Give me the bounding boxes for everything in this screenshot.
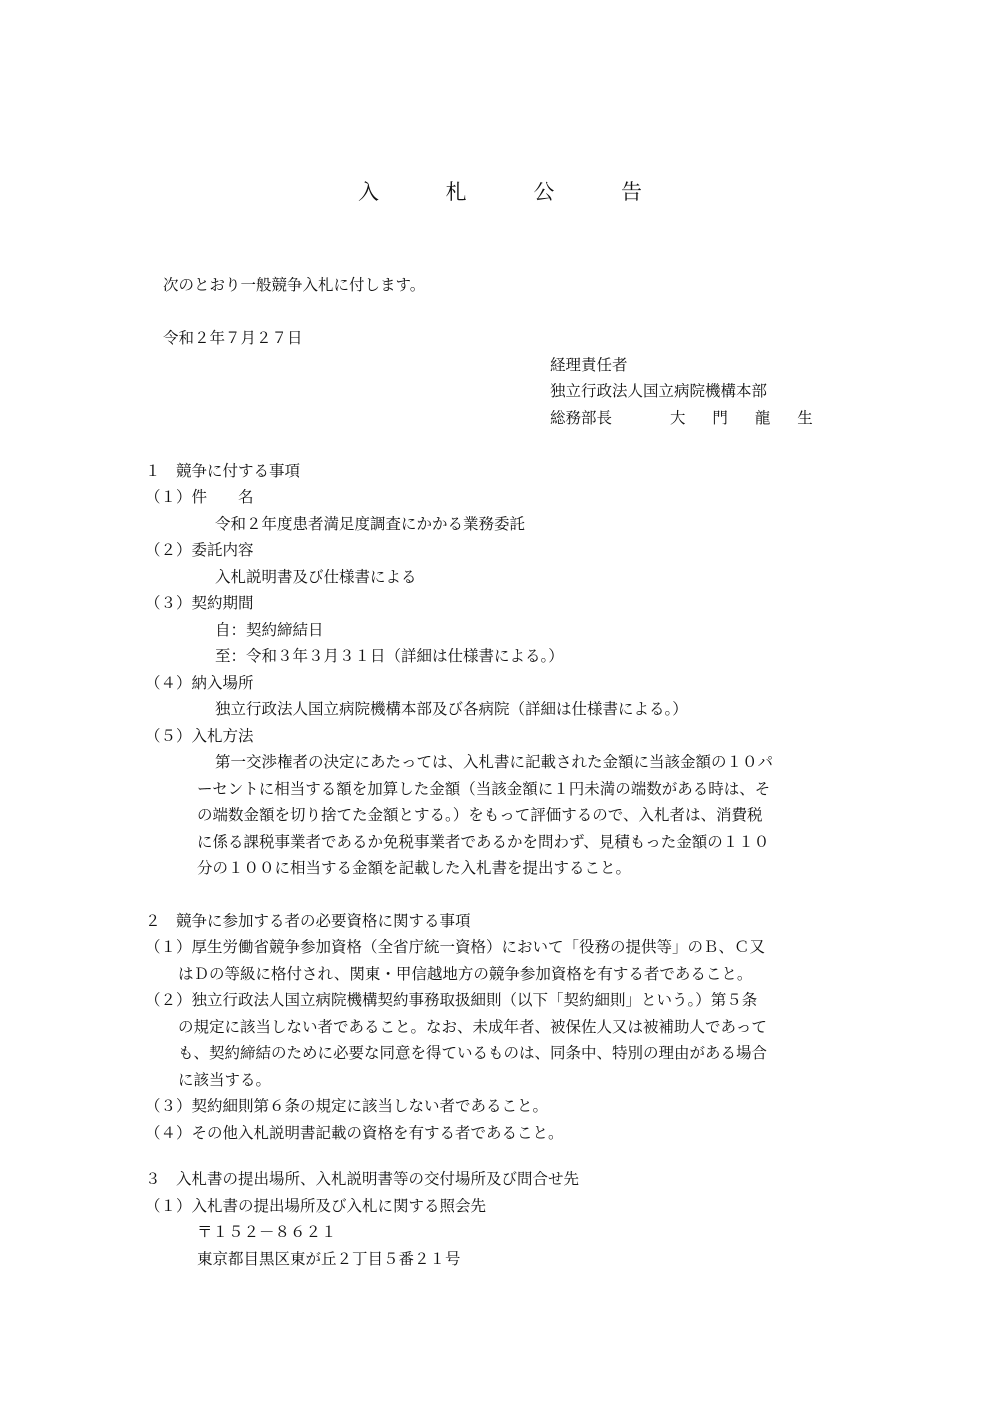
signer-line (550, 408, 824, 428)
section1-item5-label: （５）入札方法 (145, 727, 254, 745)
section1-item2-label: （２）委託内容 (145, 541, 254, 559)
signer-org: 独立行政法人国立病院機構本部 (550, 382, 768, 400)
section1-item5-line: 第一交渉権者の決定にあたっては、入札書に記載された金額に当該金額の１０パ (215, 753, 774, 771)
signer-name: 大 門 龍 生 (670, 409, 824, 427)
section1-item1-label: （１）件 名 (145, 488, 254, 506)
section3-item1-label: （１）入札書の提出場所及び入札に関する照会先 (145, 1197, 487, 1215)
section2-item2-line: に該当する。 (178, 1071, 272, 1089)
signer-role: 経理責任者 (550, 356, 628, 374)
intro-text: 次のとおり一般競争入札に付します。 (163, 276, 426, 294)
signer-title: 総務部長 (550, 409, 613, 427)
notice-date: 令和２年７月２７日 (163, 329, 303, 347)
section3-heading: ３ 入札書の提出場所、入札説明書等の交付場所及び問合せ先 (145, 1170, 580, 1188)
section1-item3-from: 自：契約締結日 (215, 621, 324, 639)
section2-item2-line: の規定に該当しない者であること。なお、未成年者、被保佐人又は被補助人であって (178, 1018, 767, 1036)
section1-item3-to: 至：令和３年３月３１日（詳細は仕様書による。） (215, 647, 564, 665)
section2-item2-line: （２）独立行政法人国立病院機構契約事務取扱細則（以下「契約細則」という。）第５条 (145, 991, 758, 1009)
section3-postal-code: 〒１５２－８６２１ (197, 1223, 337, 1241)
section2-heading: ２ 競争に参加する者の必要資格に関する事項 (145, 912, 471, 930)
section2-item3: （３）契約細則第６条の規定に該当しない者であること。 (145, 1097, 549, 1115)
section1-item5-line: の端数金額を切り捨てた金額とする。）をもって評価するので、入札者は、消費税 (197, 806, 763, 824)
section2-item2-line: も、契約締結のために必要な同意を得ているものは、同条中、特別の理由がある場合 (178, 1044, 768, 1062)
section1-heading: １ 競争に付する事項 (145, 462, 301, 480)
section1-item5-line: ーセントに相当する額を加算した金額（当該金額に１円未満の端数がある時は、そ (197, 780, 771, 798)
section3-address: 東京都目黒区東が丘２丁目５番２１号 (197, 1250, 461, 1268)
section2-item1-line: （１）厚生労働省競争参加資格（全省庁統一資格）において「役務の提供等」のＢ、Ｃ又 (145, 938, 766, 956)
section2-item1-line: はＤの等級に格付され、関東・甲信越地方の競争参加資格を有する者であること。 (178, 965, 753, 983)
section1-item5-line: 分の１００に相当する金額を記載した入札書を提出すること。 (197, 859, 632, 877)
section1-item5-line: に係る課税事業者であるか免税事業者であるかを問わず、見積もった金額の１１０ (197, 833, 770, 851)
section1-item2-text: 入札説明書及び仕様書による (215, 568, 417, 586)
section1-item4-label: （４）納入場所 (145, 674, 254, 692)
section2-item4: （４）その他入札説明書記載の資格を有する者であること。 (145, 1124, 564, 1142)
section1-item4-text: 独立行政法人国立病院機構本部及び各病院（詳細は仕様書による。） (215, 700, 688, 718)
section1-item3-label: （３）契約期間 (145, 594, 254, 612)
document-title: 入 札 公 告 (357, 180, 673, 204)
section1-item1-text: 令和２年度患者満足度調査にかかる業務委託 (215, 515, 526, 533)
